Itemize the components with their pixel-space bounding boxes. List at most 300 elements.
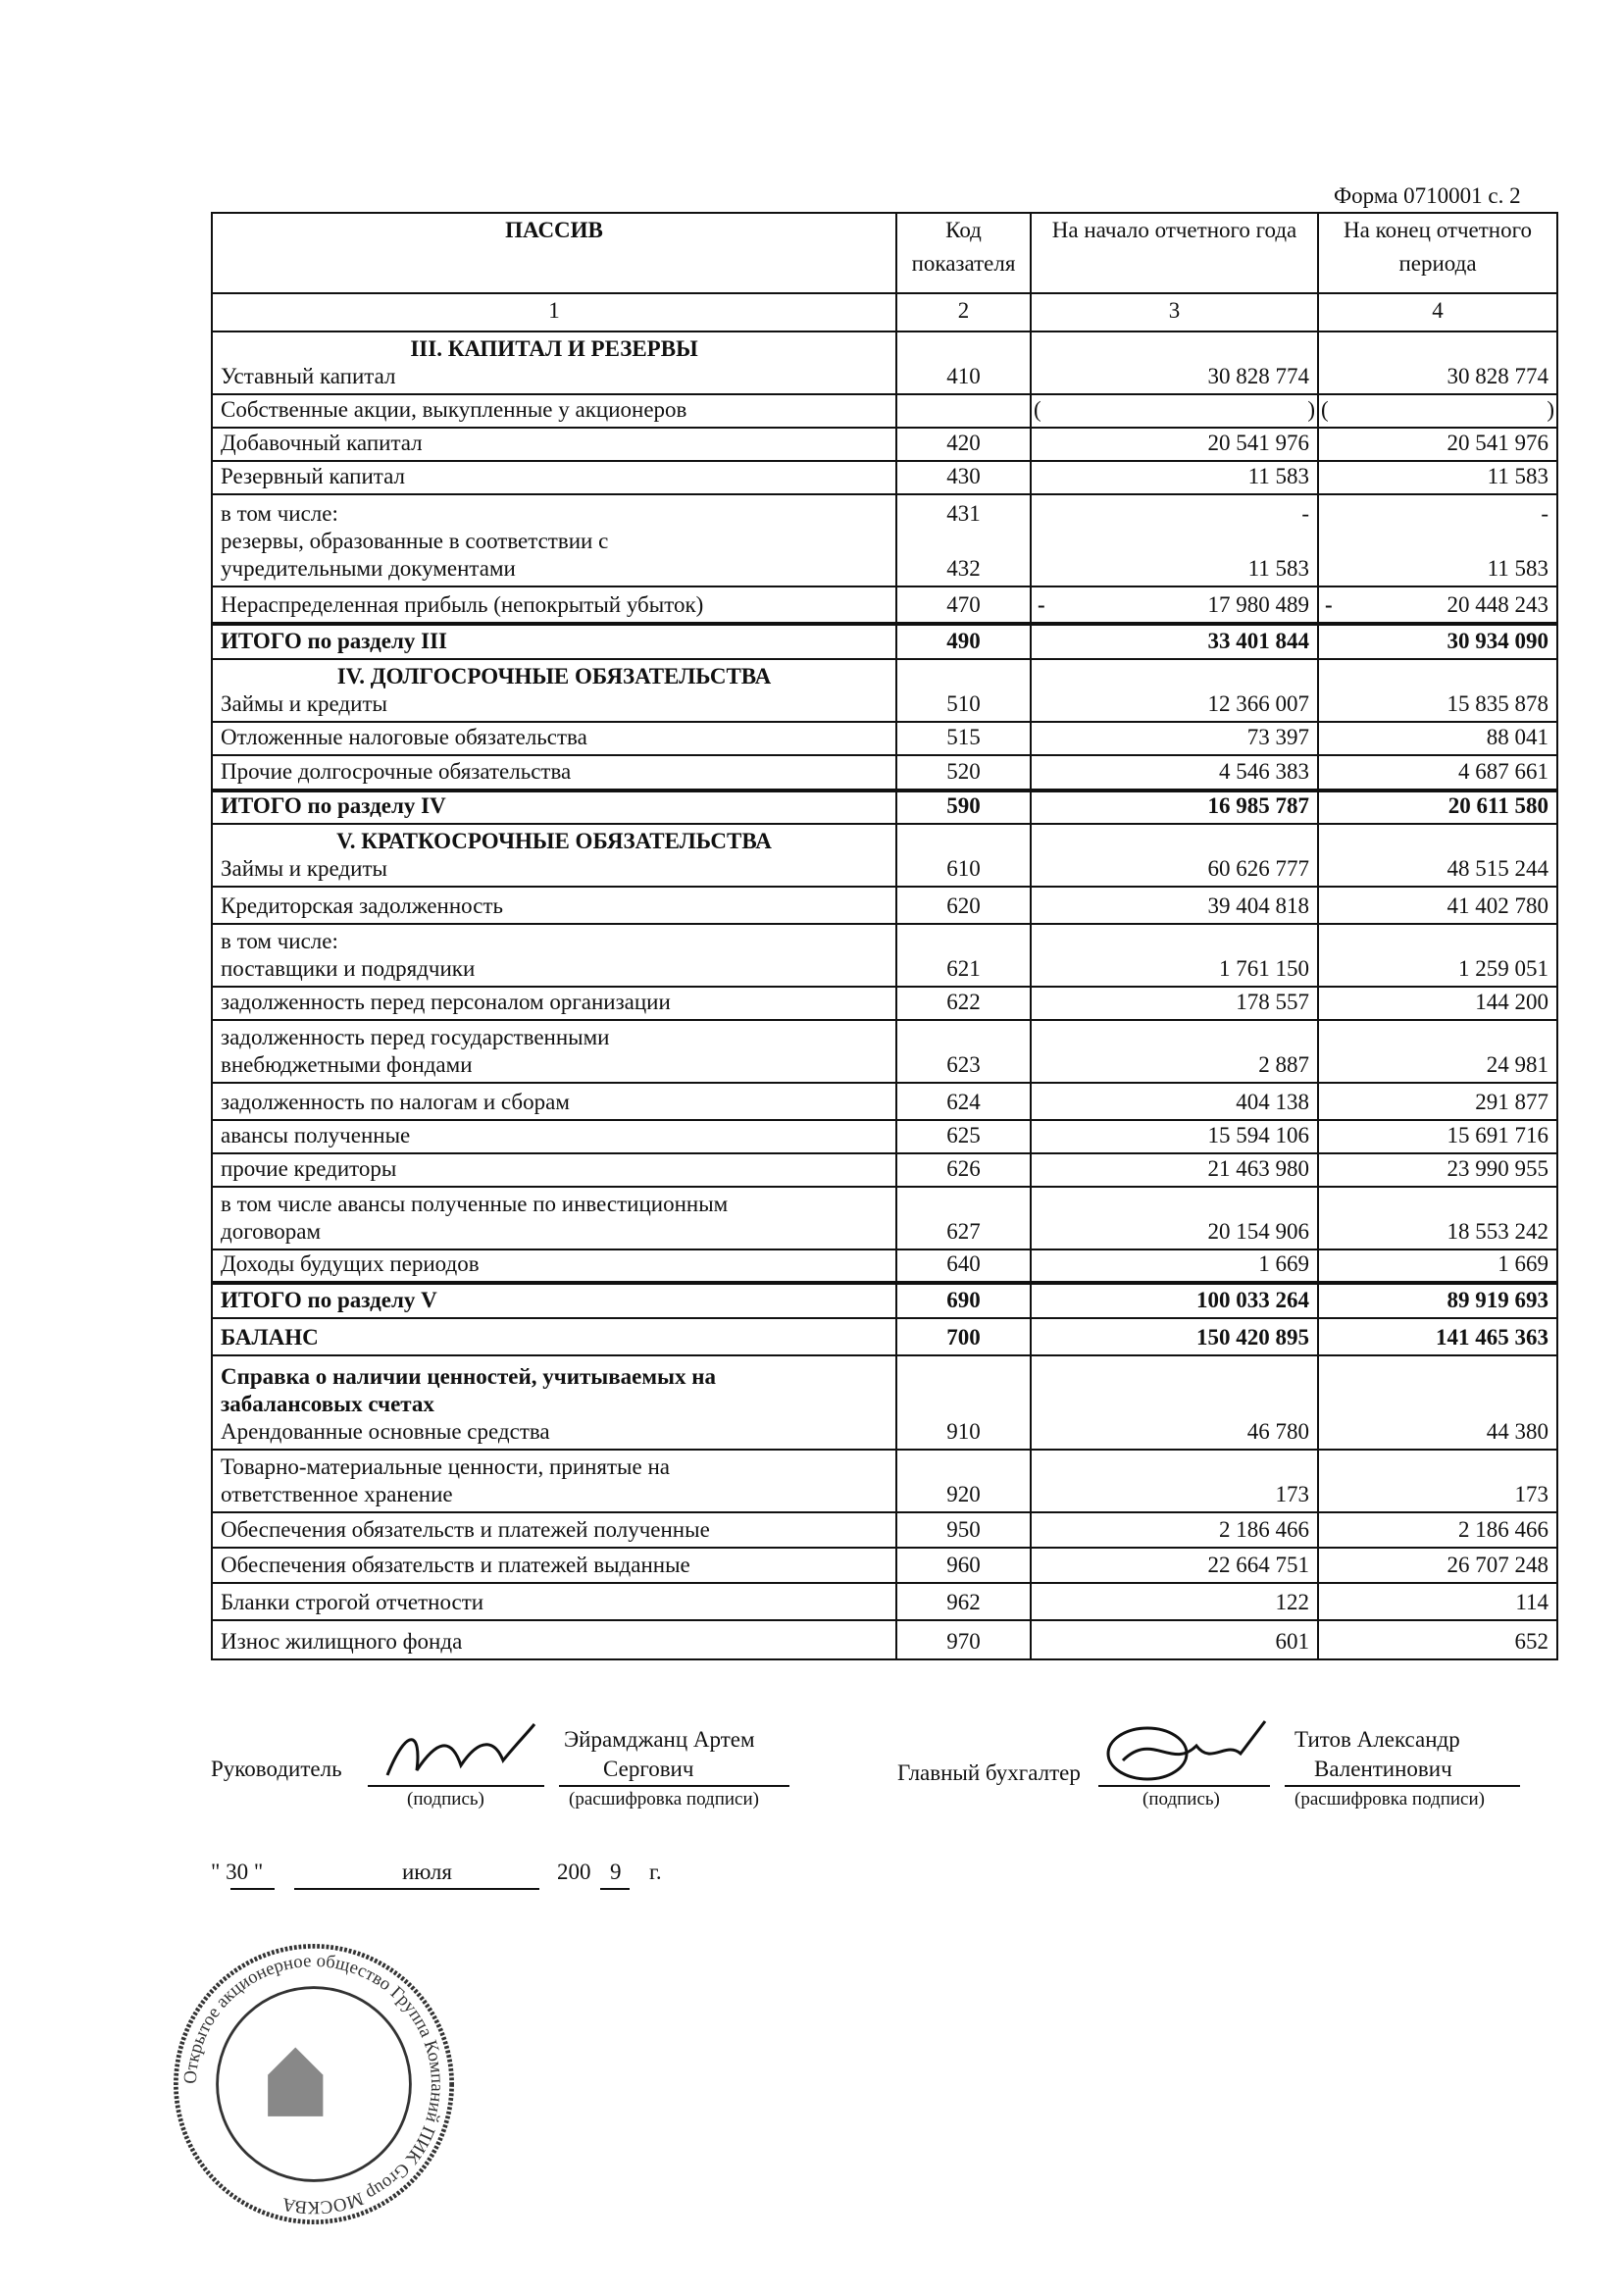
row-code: 627 bbox=[946, 1219, 981, 1244]
row-label-cell bbox=[212, 659, 896, 722]
row-code-cell bbox=[896, 1283, 1031, 1318]
value-start-of-year-cell bbox=[1031, 1450, 1318, 1512]
table-row bbox=[212, 1355, 1557, 1450]
value-end-of-period-cell bbox=[1318, 494, 1557, 586]
row-code: 410 bbox=[946, 364, 981, 388]
value-end-of-period: 11 583 bbox=[1487, 464, 1548, 488]
value-start-of-year-cell bbox=[1031, 331, 1318, 394]
accountant-name-line1: Титов Александр bbox=[1294, 1727, 1460, 1752]
row-label-cell bbox=[212, 790, 896, 824]
form-number: Форма 0710001 с. 2 bbox=[1334, 183, 1521, 208]
value-start-of-year-cell bbox=[1031, 659, 1318, 722]
table-row bbox=[212, 1249, 1557, 1283]
table-row bbox=[212, 624, 1557, 659]
value-start-of-year: 46 780 bbox=[1246, 1419, 1309, 1444]
value-start-of-year: 33 401 844 bbox=[1207, 629, 1309, 653]
row-label-cell bbox=[212, 1318, 896, 1355]
col-num-2: 2 bbox=[896, 293, 1031, 331]
row-label-cell bbox=[212, 987, 896, 1020]
row-code: 640 bbox=[946, 1251, 981, 1276]
value-end-of-period-cell bbox=[1318, 586, 1557, 624]
row-code: 960 bbox=[946, 1553, 981, 1577]
value-end-of-period-cell bbox=[1318, 987, 1557, 1020]
value-start-of-year-cell bbox=[1031, 824, 1318, 887]
signature-block bbox=[0, 1726, 1624, 2275]
table-row bbox=[212, 1318, 1557, 1355]
row-code: 625 bbox=[946, 1123, 981, 1147]
row-label-cell bbox=[212, 887, 896, 924]
row-code-cell bbox=[896, 1020, 1031, 1083]
value-end-of-period: 24 981 bbox=[1486, 1052, 1548, 1077]
row-code: 430 bbox=[946, 464, 981, 488]
row-code: 510 bbox=[946, 691, 981, 716]
row-code-cell bbox=[896, 1083, 1031, 1120]
header-end: На конец отчетного периода bbox=[1318, 213, 1557, 293]
value-start-of-year-cell bbox=[1031, 1283, 1318, 1318]
value-start-of-year: 601 bbox=[1275, 1629, 1309, 1654]
value-start-of-year: 173 bbox=[1275, 1482, 1309, 1506]
table-header-row bbox=[212, 213, 1557, 293]
value-end-of-period: 48 515 244 bbox=[1446, 856, 1548, 881]
row-code-cell bbox=[896, 394, 1031, 428]
value-end-of-period-cell bbox=[1318, 331, 1557, 394]
value-end-of-period: 20 541 976 bbox=[1446, 431, 1548, 455]
col-num-3: 3 bbox=[1031, 293, 1318, 331]
value-end-of-period: 291 877 bbox=[1475, 1090, 1548, 1114]
value-end-of-period: 18 553 242 bbox=[1446, 1219, 1548, 1244]
row-label: Обеспечения обязательств и платежей полученные bbox=[221, 1517, 710, 1542]
value-end-of-period-cell bbox=[1318, 790, 1557, 824]
row-label-cell bbox=[212, 1583, 896, 1620]
section-heading: III. КАПИТАЛ И РЕЗЕРВЫ bbox=[410, 336, 698, 361]
row-code-cell bbox=[896, 824, 1031, 887]
row-code-cell bbox=[896, 1249, 1031, 1283]
balance-liabilities-table bbox=[211, 212, 1558, 1660]
value-end-of-period: 89 919 693 bbox=[1446, 1288, 1548, 1312]
row-code: 490 bbox=[946, 629, 981, 653]
section-heading: IV. ДОЛГОСРОЧНЫЕ ОБЯЗАТЕЛЬСТВА bbox=[336, 664, 772, 688]
row-code-cell bbox=[896, 624, 1031, 659]
accountant-label: Главный бухгалтер bbox=[897, 1760, 1081, 1785]
value-start-of-year: 122 bbox=[1275, 1590, 1309, 1614]
table-row bbox=[212, 1450, 1557, 1512]
row-code: 950 bbox=[946, 1517, 981, 1542]
company-stamp bbox=[167, 1937, 461, 2231]
table-row bbox=[212, 494, 1557, 586]
table-row bbox=[212, 924, 1557, 987]
value-end-of-period: 2 186 466 bbox=[1458, 1517, 1548, 1542]
value-start-of-year: 150 420 895 bbox=[1196, 1325, 1309, 1350]
value-start-of-year-cell bbox=[1031, 887, 1318, 924]
value-start-of-year-cell bbox=[1031, 1249, 1318, 1283]
parenthesis: ( bbox=[1034, 397, 1041, 422]
value-start-of-year-cell bbox=[1031, 1083, 1318, 1120]
row-label: БАЛАНС bbox=[221, 1325, 319, 1350]
row-label-cell bbox=[212, 1120, 896, 1153]
row-label: ИТОГО по разделу V bbox=[221, 1288, 437, 1312]
head-name-line2: Сергович bbox=[603, 1757, 694, 1781]
table-row bbox=[212, 887, 1557, 924]
value-end-of-period-cell bbox=[1318, 1020, 1557, 1083]
value-start-of-year-cell bbox=[1031, 1355, 1318, 1450]
value-start-of-year-cell bbox=[1031, 1548, 1318, 1583]
value-start-of-year: 30 828 774 bbox=[1207, 364, 1309, 388]
row-code-cell bbox=[896, 1512, 1031, 1548]
row-code-cell bbox=[896, 494, 1031, 586]
header-code: Код показателя bbox=[896, 213, 1031, 293]
value-start-of-year: 16 985 787 bbox=[1207, 793, 1309, 818]
row-code: 623 bbox=[946, 1052, 981, 1077]
value-end-of-period-cell bbox=[1318, 1512, 1557, 1548]
value-start-of-year: 100 033 264 bbox=[1196, 1288, 1309, 1312]
row-label: прочие кредиторы bbox=[221, 1156, 397, 1181]
row-code: 590 bbox=[946, 793, 981, 818]
row-label: Резервный капитал bbox=[221, 464, 406, 488]
column-number-row bbox=[212, 293, 1557, 331]
row-label: Собственные акции, выкупленные у акционеров bbox=[221, 397, 687, 422]
row-code-cell bbox=[896, 428, 1031, 461]
row-label: ИТОГО по разделу III bbox=[221, 629, 447, 653]
row-label-cell bbox=[212, 722, 896, 755]
value-start-of-year: 2 186 466 bbox=[1219, 1517, 1309, 1542]
table-row bbox=[212, 790, 1557, 824]
row-label-cell bbox=[212, 394, 896, 428]
table-row bbox=[212, 1083, 1557, 1120]
table-row bbox=[212, 755, 1557, 790]
value-start-of-year-cell bbox=[1031, 494, 1318, 586]
value-start-of-year-cell bbox=[1031, 755, 1318, 790]
table-row bbox=[212, 1020, 1557, 1083]
value-end-of-period: 20 611 580 bbox=[1447, 793, 1548, 818]
row-label: в том числе: поставщики и подрядчики bbox=[221, 929, 476, 981]
row-code: 910 bbox=[946, 1419, 981, 1444]
value-end-of-period: 1 259 051 bbox=[1458, 956, 1548, 981]
value-start-of-year-cell bbox=[1031, 1318, 1318, 1355]
row-code-cell bbox=[896, 755, 1031, 790]
table-row bbox=[212, 1583, 1557, 1620]
row-code-cell bbox=[896, 1187, 1031, 1249]
value-end-of-period: 30 828 774 bbox=[1446, 364, 1548, 388]
row-code: 626 bbox=[946, 1156, 981, 1181]
value-end-of-period-cell bbox=[1318, 1620, 1557, 1659]
col-num-1: 1 bbox=[212, 293, 896, 331]
row-label: Прочие долгосрочные обязательства bbox=[221, 759, 572, 784]
head-label: Руководитель bbox=[211, 1757, 342, 1781]
value-start-of-year-cell bbox=[1031, 1120, 1318, 1153]
head-name-line1: Эйрамджанц Артем bbox=[564, 1727, 755, 1752]
row-label-cell bbox=[212, 1153, 896, 1187]
value-start-of-year: 17 980 489 bbox=[1207, 592, 1309, 617]
table-row bbox=[212, 987, 1557, 1020]
row-code: 920 bbox=[946, 1482, 981, 1506]
row-code-cell bbox=[896, 1120, 1031, 1153]
value-end-of-period-cell bbox=[1318, 394, 1557, 428]
value-end-of-period-cell bbox=[1318, 824, 1557, 887]
row-label: Займы и кредиты bbox=[221, 856, 387, 881]
row-label-cell bbox=[212, 1450, 896, 1512]
value-start-of-year: 404 138 bbox=[1236, 1090, 1309, 1114]
row-code-cell bbox=[896, 586, 1031, 624]
value-start-of-year: 12 366 007 bbox=[1207, 691, 1309, 716]
head-signature-caption: (подпись) bbox=[407, 1789, 484, 1810]
value-end-of-period: 1 669 bbox=[1497, 1251, 1548, 1276]
value-end-of-period-cell bbox=[1318, 659, 1557, 722]
row-label-cell bbox=[212, 1020, 896, 1083]
row-label-cell bbox=[212, 1355, 896, 1450]
value-end-of-period-cell bbox=[1318, 624, 1557, 659]
parenthesis: ( bbox=[1321, 397, 1329, 422]
value-start-of-year: 20 154 906 bbox=[1207, 1219, 1309, 1244]
value-start-of-year-cell bbox=[1031, 394, 1318, 428]
row-code-cell bbox=[896, 987, 1031, 1020]
value-start-of-year-cell bbox=[1031, 428, 1318, 461]
row-label: ИТОГО по разделу IV bbox=[221, 793, 446, 818]
row-code: 621 bbox=[946, 956, 981, 981]
row-label-cell bbox=[212, 1620, 896, 1659]
value-end-of-period-cell bbox=[1318, 1548, 1557, 1583]
header-passiv: ПАССИВ bbox=[212, 213, 896, 293]
value-end-of-period: 23 990 955 bbox=[1446, 1156, 1548, 1181]
value-end-of-period-cell bbox=[1318, 1083, 1557, 1120]
table-row bbox=[212, 1187, 1557, 1249]
value-start-of-year-cell bbox=[1031, 586, 1318, 624]
row-code: 420 bbox=[946, 431, 981, 455]
row-label: Отложенные налоговые обязательства bbox=[221, 725, 587, 749]
signature-head bbox=[378, 1716, 539, 1783]
parenthesis: ) bbox=[1547, 397, 1554, 422]
row-code-cell bbox=[896, 924, 1031, 987]
value-end-of-period-cell bbox=[1318, 1153, 1557, 1187]
value-end-of-period-cell bbox=[1318, 1120, 1557, 1153]
value-start-of-year: 4 546 383 bbox=[1219, 759, 1309, 784]
value-end-of-period: - 11 583 bbox=[1487, 501, 1548, 581]
signature-accountant bbox=[1098, 1716, 1270, 1783]
row-code-cell bbox=[896, 790, 1031, 824]
table-row bbox=[212, 394, 1557, 428]
accountant-decode-caption: (расшифровка подписи) bbox=[1294, 1789, 1485, 1810]
row-code: 431 432 bbox=[946, 501, 981, 581]
row-label: Нераспределенная прибыль (непокрытый убыток) bbox=[221, 592, 704, 617]
row-label-cell bbox=[212, 1512, 896, 1548]
row-code-cell bbox=[896, 1153, 1031, 1187]
value-start-of-year-cell bbox=[1031, 1153, 1318, 1187]
row-code: 622 bbox=[946, 990, 981, 1014]
row-code: 610 bbox=[946, 856, 981, 881]
row-code: 962 bbox=[946, 1590, 981, 1614]
table-row bbox=[212, 1548, 1557, 1583]
value-start-of-year: 60 626 777 bbox=[1207, 856, 1309, 881]
value-start-of-year: 15 594 106 bbox=[1207, 1123, 1309, 1147]
table-row bbox=[212, 331, 1557, 394]
value-start-of-year: 39 404 818 bbox=[1207, 893, 1309, 918]
row-label: Обеспечения обязательств и платежей выданные bbox=[221, 1553, 690, 1577]
value-start-of-year-cell bbox=[1031, 1583, 1318, 1620]
row-label-cell bbox=[212, 586, 896, 624]
header-start: На начало отчетного года bbox=[1031, 213, 1318, 293]
accountant-name-line2: Валентинович bbox=[1314, 1757, 1452, 1781]
table-row bbox=[212, 1283, 1557, 1318]
row-code-cell bbox=[896, 1318, 1031, 1355]
value-end-of-period: 652 bbox=[1514, 1629, 1548, 1654]
value-start-of-year: - 11 583 bbox=[1247, 501, 1309, 581]
table-row bbox=[212, 461, 1557, 494]
negative-sign: - bbox=[1325, 592, 1333, 617]
row-label-cell bbox=[212, 1548, 896, 1583]
date-year-digit: 9 bbox=[610, 1860, 622, 1884]
value-end-of-period-cell bbox=[1318, 924, 1557, 987]
row-code: 470 bbox=[946, 592, 981, 617]
value-end-of-period: 114 bbox=[1515, 1590, 1548, 1614]
row-code: 620 bbox=[946, 893, 981, 918]
row-label: Добавочный капитал bbox=[221, 431, 423, 455]
row-code-cell bbox=[896, 1355, 1031, 1450]
row-code-cell bbox=[896, 1548, 1031, 1583]
row-label-cell bbox=[212, 1187, 896, 1249]
table-row bbox=[212, 659, 1557, 722]
value-start-of-year: 2 887 bbox=[1258, 1052, 1309, 1077]
stamp-text: Открытое акционерное общество Группа Компаний ПИК Group МОСКВА bbox=[179, 1950, 448, 2218]
row-label-cell bbox=[212, 1083, 896, 1120]
row-code-cell bbox=[896, 461, 1031, 494]
col-num-4: 4 bbox=[1318, 293, 1557, 331]
date-day: " 30 " bbox=[211, 1860, 264, 1884]
value-start-of-year-cell bbox=[1031, 1620, 1318, 1659]
row-label: в том числе: резервы, образованные в соответствии с учредительными документами bbox=[221, 501, 609, 581]
row-label: задолженность перед персоналом организации bbox=[221, 990, 671, 1014]
value-end-of-period: 4 687 661 bbox=[1458, 759, 1548, 784]
row-code: 624 bbox=[946, 1090, 981, 1114]
parenthesis: ) bbox=[1307, 397, 1315, 422]
reference-heading: Справка о наличии ценностей, учитываемых на забалансовых счетах bbox=[221, 1364, 716, 1416]
value-end-of-period-cell bbox=[1318, 1249, 1557, 1283]
value-end-of-period: 26 707 248 bbox=[1446, 1553, 1548, 1577]
negative-sign: - bbox=[1038, 592, 1045, 617]
row-label-cell bbox=[212, 494, 896, 586]
row-label: Уставный капитал bbox=[221, 364, 396, 388]
row-label-cell bbox=[212, 461, 896, 494]
value-start-of-year-cell bbox=[1031, 624, 1318, 659]
row-label-cell bbox=[212, 1283, 896, 1318]
value-end-of-period-cell bbox=[1318, 1187, 1557, 1249]
table-row bbox=[212, 824, 1557, 887]
row-label-cell bbox=[212, 428, 896, 461]
value-end-of-period: 15 691 716 bbox=[1446, 1123, 1548, 1147]
value-end-of-period-cell bbox=[1318, 887, 1557, 924]
value-start-of-year-cell bbox=[1031, 790, 1318, 824]
row-label: Займы и кредиты bbox=[221, 691, 387, 716]
row-label-cell bbox=[212, 755, 896, 790]
row-code-cell bbox=[896, 1620, 1031, 1659]
accountant-signature-caption: (подпись) bbox=[1142, 1789, 1220, 1810]
value-end-of-period-cell bbox=[1318, 461, 1557, 494]
row-label: задолженность по налогам и сборам bbox=[221, 1090, 570, 1114]
row-label: Товарно-материальные ценности, принятые на ответственное хранение bbox=[221, 1454, 670, 1506]
value-end-of-period: 173 bbox=[1514, 1482, 1548, 1506]
value-end-of-period: 20 448 243 bbox=[1446, 592, 1548, 617]
date-year-prefix: 200 bbox=[557, 1860, 591, 1884]
value-start-of-year: 22 664 751 bbox=[1207, 1553, 1309, 1577]
value-end-of-period: 141 465 363 bbox=[1436, 1325, 1548, 1350]
date-year-suffix: г. bbox=[649, 1860, 662, 1884]
value-start-of-year: 1 669 bbox=[1258, 1251, 1309, 1276]
row-code: 515 bbox=[946, 725, 981, 749]
row-label-cell bbox=[212, 331, 896, 394]
row-label: Доходы будущих периодов bbox=[221, 1251, 480, 1276]
value-start-of-year: 11 583 bbox=[1247, 464, 1309, 488]
row-label: в том числе авансы полученные по инвестиционным договорам bbox=[221, 1192, 729, 1244]
row-label-cell bbox=[212, 624, 896, 659]
table-row bbox=[212, 722, 1557, 755]
value-end-of-period-cell bbox=[1318, 428, 1557, 461]
value-start-of-year-cell bbox=[1031, 1512, 1318, 1548]
value-start-of-year-cell bbox=[1031, 924, 1318, 987]
value-end-of-period: 144 200 bbox=[1475, 990, 1548, 1014]
table-row bbox=[212, 1153, 1557, 1187]
row-label-cell bbox=[212, 924, 896, 987]
row-label: авансы полученные bbox=[221, 1123, 411, 1147]
row-label-cell bbox=[212, 1249, 896, 1283]
date-month: июля bbox=[402, 1860, 452, 1884]
row-code-cell bbox=[896, 1583, 1031, 1620]
value-end-of-period: 30 934 090 bbox=[1446, 629, 1548, 653]
value-start-of-year: 73 397 bbox=[1246, 725, 1309, 749]
row-label: Износ жилищного фонда bbox=[221, 1629, 463, 1654]
value-end-of-period-cell bbox=[1318, 755, 1557, 790]
row-code-cell bbox=[896, 331, 1031, 394]
table-row bbox=[212, 1512, 1557, 1548]
table-row bbox=[212, 428, 1557, 461]
row-code: 700 bbox=[946, 1325, 981, 1350]
row-label: Бланки строгой отчетности bbox=[221, 1590, 484, 1614]
value-start-of-year: 21 463 980 bbox=[1207, 1156, 1309, 1181]
table-row bbox=[212, 586, 1557, 624]
row-code-cell bbox=[896, 722, 1031, 755]
value-start-of-year-cell bbox=[1031, 1020, 1318, 1083]
value-start-of-year-cell bbox=[1031, 722, 1318, 755]
value-start-of-year-cell bbox=[1031, 987, 1318, 1020]
value-end-of-period: 41 402 780 bbox=[1446, 893, 1548, 918]
row-code: 520 bbox=[946, 759, 981, 784]
row-code: 690 bbox=[946, 1288, 981, 1312]
value-start-of-year-cell bbox=[1031, 1187, 1318, 1249]
row-label: Кредиторская задолженность bbox=[221, 893, 503, 918]
value-start-of-year: 178 557 bbox=[1236, 990, 1309, 1014]
head-decode-caption: (расшифровка подписи) bbox=[569, 1789, 759, 1810]
row-code: 970 bbox=[946, 1629, 981, 1654]
value-end-of-period-cell bbox=[1318, 1283, 1557, 1318]
section-heading: V. КРАТКОСРОЧНЫЕ ОБЯЗАТЕЛЬСТВА bbox=[336, 829, 772, 853]
row-code-cell bbox=[896, 887, 1031, 924]
row-label-cell bbox=[212, 824, 896, 887]
row-code-cell bbox=[896, 1450, 1031, 1512]
value-end-of-period-cell bbox=[1318, 722, 1557, 755]
table-row bbox=[212, 1120, 1557, 1153]
value-end-of-period-cell bbox=[1318, 1318, 1557, 1355]
row-label: задолженность перед государственными внебюджетными фондами bbox=[221, 1025, 610, 1077]
value-end-of-period: 15 835 878 bbox=[1446, 691, 1548, 716]
row-code-cell bbox=[896, 659, 1031, 722]
value-end-of-period-cell bbox=[1318, 1355, 1557, 1450]
value-start-of-year-cell bbox=[1031, 461, 1318, 494]
value-start-of-year: 1 761 150 bbox=[1219, 956, 1309, 981]
value-end-of-period: 88 041 bbox=[1486, 725, 1548, 749]
value-end-of-period-cell bbox=[1318, 1450, 1557, 1512]
value-end-of-period: 44 380 bbox=[1486, 1419, 1548, 1444]
row-label: Арендованные основные средства bbox=[221, 1419, 550, 1444]
value-start-of-year: 20 541 976 bbox=[1207, 431, 1309, 455]
value-end-of-period-cell bbox=[1318, 1583, 1557, 1620]
table-row bbox=[212, 1620, 1557, 1659]
